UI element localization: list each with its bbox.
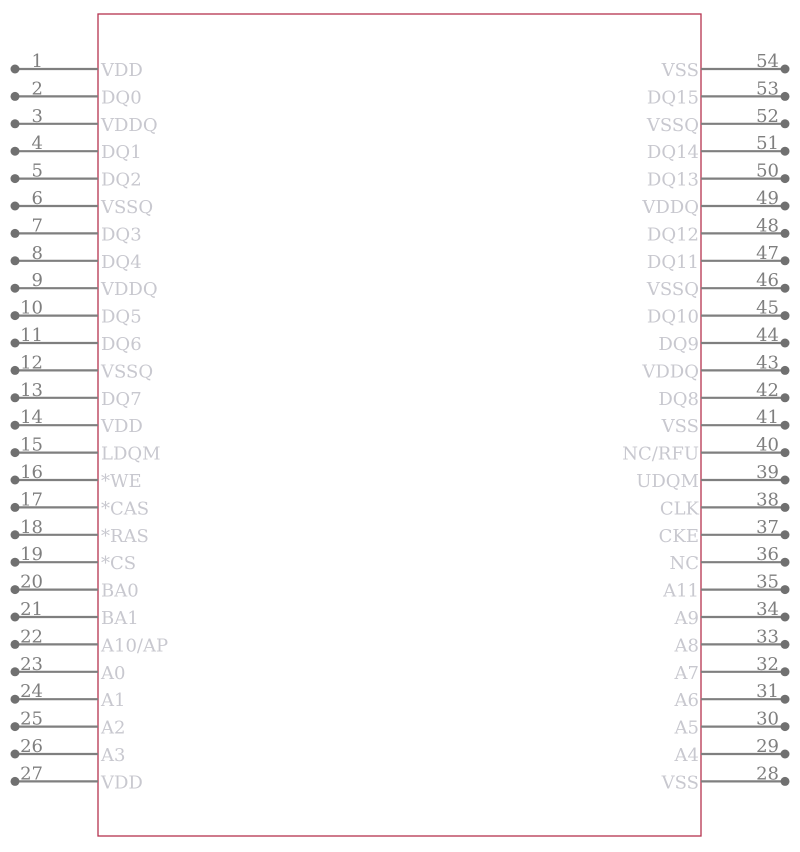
pin-name: *RAS — [101, 525, 149, 547]
pin-endpoint-dot — [781, 667, 790, 676]
pin-endpoint-dot — [781, 558, 790, 567]
pin-number: 12 — [20, 352, 43, 374]
pin-endpoint-dot — [781, 339, 790, 348]
pin-number: 16 — [20, 462, 43, 483]
pin-name: DQ3 — [101, 224, 142, 246]
pin-endpoint-dot — [11, 119, 20, 128]
pin-number: 54 — [756, 51, 779, 72]
pin-endpoint-dot — [781, 202, 790, 211]
pin-name: A2 — [101, 717, 126, 739]
pin-name: VSS — [661, 60, 699, 81]
pin-endpoint-dot — [781, 585, 790, 594]
pin-number: 5 — [31, 160, 43, 182]
pin-endpoint-dot — [781, 421, 790, 430]
pin-name: DQ6 — [101, 334, 142, 355]
pin-endpoint-dot — [781, 695, 790, 704]
pin-endpoint-dot — [781, 229, 790, 238]
pin-number: 6 — [31, 188, 43, 209]
pin-endpoint-dot — [11, 229, 20, 238]
pin-endpoint-dot — [11, 421, 20, 430]
pin-name: A7 — [674, 662, 699, 684]
pin-name: A5 — [674, 717, 699, 739]
pin-number: 36 — [756, 544, 779, 566]
pin-number: 4 — [31, 133, 43, 155]
pin-name: DQ14 — [646, 142, 699, 164]
pin-endpoint-dot — [11, 695, 20, 704]
pin-endpoint-dot — [781, 722, 790, 731]
pin-endpoint-dot — [11, 722, 20, 731]
pin-number: 39 — [756, 462, 779, 483]
pin-number: 32 — [756, 653, 779, 675]
pin-name: DQ15 — [646, 87, 699, 109]
pin-number: 28 — [756, 763, 779, 785]
pin-name: A6 — [674, 690, 699, 712]
pin-endpoint-dot — [781, 750, 790, 759]
pin-name: A8 — [674, 635, 699, 657]
pin-number: 45 — [756, 297, 779, 319]
pin-number: 18 — [20, 516, 43, 538]
pin-number: 7 — [31, 215, 43, 237]
pin-endpoint-dot — [11, 476, 20, 485]
pin-endpoint-dot — [781, 65, 790, 74]
pin-number: 46 — [756, 270, 779, 292]
pin-number: 15 — [20, 434, 43, 456]
pin-name: DQ5 — [101, 306, 142, 328]
pin-endpoint-dot — [781, 284, 790, 293]
pin-name: VDD — [101, 60, 143, 81]
pin-endpoint-dot — [11, 311, 20, 320]
pin-number: 21 — [20, 599, 43, 620]
component-body — [98, 14, 701, 836]
pin-name: A11 — [663, 580, 699, 602]
pin-endpoint-dot — [781, 92, 790, 101]
pin-name: DQ2 — [101, 169, 142, 191]
pin-name: DQ11 — [646, 251, 699, 273]
pin-name: DQ0 — [101, 87, 142, 109]
pin-endpoint-dot — [11, 750, 20, 759]
pin-number: 22 — [20, 626, 43, 648]
pin-endpoint-dot — [781, 476, 790, 485]
pin-number: 25 — [20, 708, 43, 730]
pin-name: DQ13 — [646, 169, 699, 191]
pin-endpoint-dot — [11, 530, 20, 539]
pin-number: 51 — [756, 133, 779, 155]
pin-name: *WE — [101, 471, 142, 492]
pin-endpoint-dot — [11, 393, 20, 402]
pin-endpoint-dot — [781, 174, 790, 183]
pin-endpoint-dot — [11, 613, 20, 622]
pin-number: 33 — [756, 626, 779, 648]
pin-number: 35 — [756, 571, 779, 593]
pin-number: 49 — [756, 188, 779, 209]
pin-endpoint-dot — [11, 585, 20, 594]
pin-endpoint-dot — [781, 448, 790, 457]
pin-name: DQ9 — [658, 334, 699, 355]
pin-number: 11 — [20, 325, 43, 346]
pin-endpoint-dot — [781, 393, 790, 402]
pin-name: VDD — [101, 416, 143, 438]
pin-name: DQ1 — [101, 142, 142, 164]
pin-number: 34 — [756, 599, 779, 620]
pin-endpoint-dot — [11, 174, 20, 183]
pin-endpoint-dot — [781, 777, 790, 786]
pin-name: VDDQ — [101, 279, 158, 301]
pin-endpoint-dot — [11, 366, 20, 375]
pin-number: 2 — [31, 78, 43, 100]
pin-name: VSS — [661, 772, 699, 794]
pin-name: VSS — [661, 416, 699, 438]
pin-name: A1 — [101, 690, 126, 712]
pin-name: VDD — [101, 772, 143, 794]
pin-endpoint-dot — [781, 503, 790, 512]
pin-number: 19 — [20, 544, 43, 566]
pin-number: 37 — [756, 516, 779, 538]
pin-number: 48 — [756, 215, 779, 237]
pin-endpoint-dot — [11, 147, 20, 156]
pin-name: A10/AP — [101, 635, 169, 657]
pin-number: 30 — [756, 708, 779, 730]
pin-endpoint-dot — [11, 448, 20, 457]
pin-name: DQ4 — [101, 251, 142, 273]
pin-endpoint-dot — [11, 640, 20, 649]
pin-name: CLK — [659, 498, 699, 520]
pin-number: 1 — [31, 51, 43, 72]
pin-endpoint-dot — [781, 256, 790, 265]
pin-endpoint-dot — [11, 777, 20, 786]
pin-endpoint-dot — [11, 202, 20, 211]
pin-name: VSSQ — [101, 361, 154, 383]
pin-number: 41 — [756, 407, 779, 429]
pin-name: VSSQ — [101, 197, 154, 218]
pin-name: NC — [669, 553, 699, 575]
pin-name: VSSQ — [646, 114, 699, 136]
pin-name: VDDQ — [642, 197, 699, 218]
pin-name: A9 — [674, 608, 699, 629]
pin-number: 14 — [20, 407, 43, 429]
pin-name: DQ7 — [101, 388, 142, 410]
pin-number: 8 — [31, 242, 43, 264]
pin-number: 24 — [20, 681, 43, 703]
pin-number: 29 — [756, 736, 779, 757]
pin-endpoint-dot — [11, 558, 20, 567]
pin-endpoint-dot — [11, 65, 20, 74]
pin-endpoint-dot — [11, 339, 20, 348]
pin-endpoint-dot — [781, 366, 790, 375]
pin-number: 10 — [20, 297, 43, 319]
pin-endpoint-dot — [781, 147, 790, 156]
pin-name: A4 — [674, 745, 699, 766]
pin-name: UDQM — [636, 471, 699, 492]
pin-number: 3 — [31, 105, 43, 127]
pin-endpoint-dot — [11, 256, 20, 265]
pin-number: 9 — [31, 270, 43, 292]
pin-name: VDDQ — [642, 361, 699, 383]
pin-number: 17 — [20, 489, 43, 511]
pin-number: 26 — [20, 736, 43, 757]
pin-name: A0 — [101, 662, 126, 684]
pin-name: *CS — [101, 553, 137, 575]
pin-name: *CAS — [101, 498, 150, 520]
pin-number: 53 — [756, 78, 779, 100]
pin-name: CKE — [658, 525, 699, 547]
pin-name: BA0 — [101, 580, 139, 602]
pin-name: NC/RFU — [622, 443, 699, 465]
pin-name: A3 — [101, 745, 126, 766]
pin-endpoint-dot — [781, 640, 790, 649]
pin-number: 42 — [756, 379, 779, 401]
pin-endpoint-dot — [781, 530, 790, 539]
pin-number: 38 — [756, 489, 779, 511]
pin-number: 50 — [756, 160, 779, 182]
pin-endpoint-dot — [11, 667, 20, 676]
pin-number: 40 — [756, 434, 779, 456]
pin-number: 13 — [20, 379, 43, 401]
pin-name: LDQM — [101, 443, 161, 465]
pin-name: DQ10 — [646, 306, 699, 328]
pin-number: 47 — [756, 242, 779, 264]
pin-number: 20 — [20, 571, 43, 593]
pin-endpoint-dot — [781, 613, 790, 622]
pin-endpoint-dot — [781, 311, 790, 320]
pin-endpoint-dot — [11, 284, 20, 293]
pin-number: 31 — [756, 681, 779, 703]
pin-name: VSSQ — [646, 279, 699, 301]
pin-number: 43 — [756, 352, 779, 374]
pin-number: 52 — [756, 105, 779, 127]
pin-name: BA1 — [101, 608, 139, 629]
pin-number: 27 — [20, 763, 43, 785]
pin-endpoint-dot — [781, 119, 790, 128]
pin-endpoint-dot — [11, 503, 20, 512]
pin-name: VDDQ — [101, 114, 158, 136]
pin-number: 44 — [756, 325, 779, 346]
pin-name: DQ12 — [646, 224, 699, 246]
pin-number: 23 — [20, 653, 43, 675]
pin-name: DQ8 — [658, 388, 699, 410]
pin-endpoint-dot — [11, 92, 20, 101]
